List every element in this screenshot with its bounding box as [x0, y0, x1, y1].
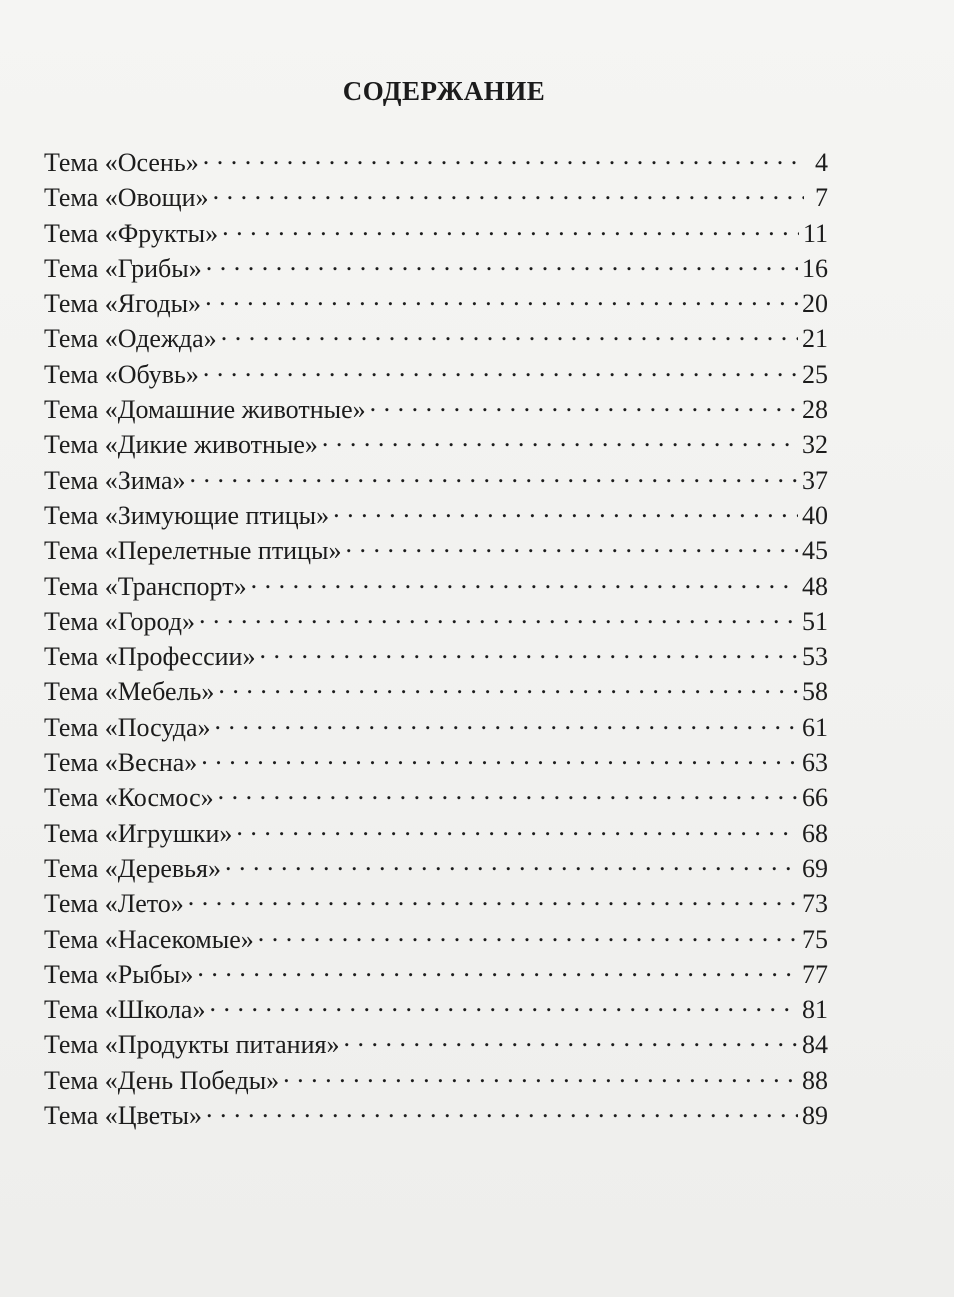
toc-entry-label: Тема «Перелетные птицы» [44, 536, 342, 566]
toc-entry-label: Тема «Домашние животные» [44, 395, 366, 425]
toc-entry [44, 216, 828, 251]
toc-entry-page-number: 84 [802, 1030, 828, 1060]
toc-dot-leader [190, 463, 798, 489]
toc-entry-label: Тема «Посуда» [44, 712, 211, 742]
toc-entry [44, 569, 828, 604]
toc-dot-leader [222, 216, 799, 242]
toc-dot-leader [203, 357, 798, 383]
toc-dot-leader [205, 286, 798, 312]
toc-entry [44, 604, 828, 639]
toc-dot-leader [209, 992, 798, 1018]
toc-entry-label: Тема «Школа» [44, 995, 206, 1025]
toc-entry-page-number: 69 [802, 853, 828, 883]
toc-entry [44, 463, 828, 498]
toc-entry-page-number: 11 [802, 218, 828, 248]
toc-entry [44, 357, 828, 392]
toc-entry [44, 145, 828, 180]
toc-entry-page-number: 37 [802, 465, 828, 495]
toc-entry-label: Тема «Рыбы» [44, 959, 194, 989]
toc-entry-page-number: 25 [802, 359, 828, 389]
toc-entry-page-number: 73 [802, 889, 828, 919]
toc-entry-label: Тема «Насекомые» [44, 924, 254, 954]
toc-entry [44, 992, 828, 1027]
toc-entry [44, 180, 828, 215]
toc-dot-leader [258, 922, 798, 948]
toc-entry-label: Тема «Цветы» [44, 1101, 203, 1131]
toc-entry-label: Тема «Деревья» [44, 853, 221, 883]
toc-dot-leader [188, 886, 798, 912]
toc-entry [44, 533, 828, 568]
toc-entry-page-number: 7 [815, 183, 828, 213]
toc-entry-page-number: 68 [802, 818, 828, 848]
toc-dot-leader [370, 392, 798, 418]
toc-entry [44, 922, 828, 957]
toc-entry-label: Тема «Одежда» [44, 324, 217, 354]
toc-dot-leader [199, 604, 798, 630]
toc-entry [44, 498, 828, 533]
toc-entry-page-number: 77 [802, 959, 828, 989]
toc-entry-label: Тема «Транспорт» [44, 571, 247, 601]
toc-dot-leader [345, 533, 798, 559]
toc-dot-leader [215, 710, 799, 736]
table-of-contents [44, 145, 828, 1133]
toc-entry-label: Тема «Фрукты» [44, 218, 219, 248]
toc-entry-label: Тема «Зимующие птицы» [44, 500, 330, 530]
toc-dot-leader [283, 1063, 798, 1089]
toc-dot-leader [201, 745, 798, 771]
toc-entry-label: Тема «Лето» [44, 889, 184, 919]
toc-entry [44, 1027, 828, 1062]
toc-entry-label: Тема «Продукты питания» [44, 1030, 340, 1060]
toc-entry-label: Тема «Весна» [44, 748, 198, 778]
toc-entry-label: Тема «Ягоды» [44, 289, 202, 319]
toc-dot-leader [259, 639, 798, 665]
toc-entry-page-number: 61 [802, 712, 828, 742]
toc-dot-leader [236, 816, 798, 842]
toc-dot-leader [206, 1098, 798, 1124]
toc-entry-label: Тема «Игрушки» [44, 818, 233, 848]
toc-entry [44, 851, 828, 886]
toc-dot-leader [343, 1027, 798, 1053]
toc-entry-page-number: 88 [802, 1065, 828, 1095]
toc-entry-page-number: 81 [802, 995, 828, 1025]
toc-entry [44, 957, 828, 992]
toc-dot-leader [218, 674, 798, 700]
toc-entry-page-number: 58 [802, 677, 828, 707]
toc-entry-label: Тема «Дикие животные» [44, 430, 318, 460]
toc-dot-leader [218, 780, 798, 806]
toc-entry-page-number: 51 [802, 606, 828, 636]
toc-entry-page-number: 89 [802, 1101, 828, 1131]
toc-entry-label: Тема «Зима» [44, 465, 186, 495]
toc-dot-leader [206, 251, 798, 277]
toc-entry-page-number: 66 [802, 783, 828, 813]
toc-entry-page-number: 63 [802, 748, 828, 778]
toc-entry-page-number: 32 [802, 430, 828, 460]
toc-entry-page-number: 40 [802, 500, 828, 530]
toc-entry [44, 710, 828, 745]
toc-entry-label: Тема «Космос» [44, 783, 214, 813]
toc-dot-leader [251, 569, 798, 595]
toc-entry [44, 286, 828, 321]
toc-entry-label: Тема «Овощи» [44, 183, 209, 213]
toc-entry-page-number: 48 [802, 571, 828, 601]
toc-entry-label: Тема «Грибы» [44, 253, 202, 283]
toc-entry-label: Тема «Город» [44, 606, 195, 636]
toc-dot-leader [203, 145, 804, 171]
toc-entry-page-number: 4 [815, 148, 828, 177]
toc-entry-page-number: 53 [802, 642, 828, 672]
toc-entry-page-number: 16 [802, 253, 828, 283]
toc-entry [44, 886, 828, 921]
toc-entry [44, 780, 828, 815]
toc-entry-page-number: 21 [802, 324, 828, 354]
toc-entry [44, 674, 828, 709]
toc-entry [44, 639, 828, 674]
toc-dot-leader [225, 851, 798, 877]
toc-entry-page-number: 20 [802, 289, 828, 319]
toc-entry-label: Тема «День Победы» [44, 1065, 280, 1095]
toc-dot-leader [213, 180, 804, 206]
toc-dot-leader [221, 321, 798, 347]
toc-entry-label: Тема «Осень» [44, 148, 199, 177]
toc-entry [44, 1098, 828, 1133]
toc-entry [44, 321, 828, 356]
toc-dot-leader [197, 957, 798, 983]
toc-entry [44, 427, 828, 462]
toc-entry [44, 1063, 828, 1098]
toc-entry [44, 816, 828, 851]
toc-dot-leader [333, 498, 798, 524]
toc-entry-page-number: 45 [802, 536, 828, 566]
toc-entry-label: Тема «Обувь» [44, 359, 199, 389]
page-title: СОДЕРЖАНИЕ [342, 76, 546, 106]
toc-dot-leader [322, 427, 798, 453]
toc-entry-label: Тема «Мебель» [44, 677, 215, 707]
toc-entry-label: Тема «Профессии» [44, 642, 256, 672]
toc-entry [44, 745, 828, 780]
toc-entry [44, 251, 828, 286]
toc-entry-page-number: 75 [802, 924, 828, 954]
toc-entry-page-number: 28 [802, 395, 828, 425]
toc-entry [44, 392, 828, 427]
